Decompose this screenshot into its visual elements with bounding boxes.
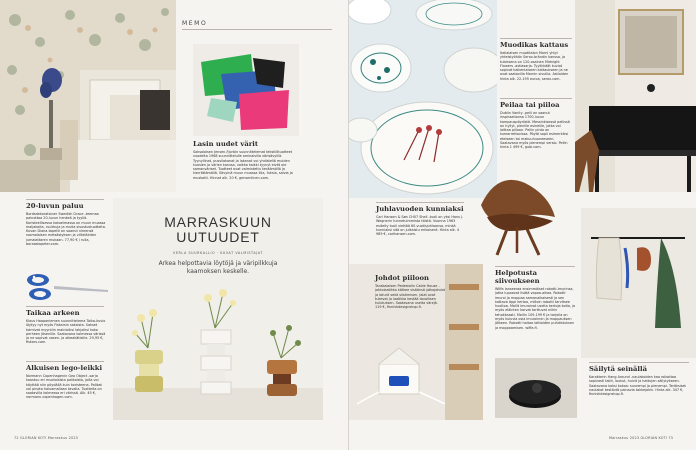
item-juhlavuoden xyxy=(376,205,464,236)
item-lasin xyxy=(193,140,299,180)
item-title: 20-luvun paluu xyxy=(26,202,84,210)
item-taikaa xyxy=(26,309,106,345)
item-lego xyxy=(26,364,106,400)
item-body: Karakterin Hang Around -naulakoiden kaa roikottaa sopivasti takit, laukut, huivit ja hattujen säilytykseen. Saatavana kaksi kokoa: suurempi ja pienempi. Teräksiset naulakot kestävät painavia takkejakin. Hinta alk. 347 €, finnishdesignshop.fi. xyxy=(589,375,686,397)
item-body: Normann Copenhagenin Geo Object -sarja koostuu eri muotoisista palikoista, joita voi käyttää niin pöydällä kuin koristeena. Palikat voi pinota haluamallaan tavalla. Tuotteita on saatavilla kolmessa eri värissä. Alk. 45 €, normann-copenhagen.com. xyxy=(26,374,102,400)
column-rule xyxy=(500,38,572,39)
item-title: Peilaa tai piiloa xyxy=(500,101,560,109)
item-title: Taikaa arkeen xyxy=(26,309,80,317)
column-rule xyxy=(26,306,104,307)
item-body: Carl Hansen & Søn CH07 Shell -tuoli on yksi Hans J. Wegnerin tunnetuimmista töistä. Vuonna 1963 esitelty tuoli viettää 60-vuotisjuhlaansa, minkä kunniaksi sitä on julkaistu erikoiserä. Hinta alk. 4 989 €, carlhansen.com. xyxy=(376,215,464,237)
feature-byline: VERLA SUURKALLIO · KUVAT VALMISTAJAT xyxy=(173,251,263,255)
item-johdot xyxy=(375,274,445,310)
item-body: Saksalaisen Jensen-Fjorbin suunnittelemat tekstiilituotteet vuodelta 1968 suunnittelulle ominaisilla värisävyillä. Tyynyliinat, pussilakanat ja lakanat voi yhdistellä muiden kuosien ja värien kanssa, vaikka kaikki tyynyt eivät ole samanväriset. Tuotteet ovat valmistettu keräämällä ja kierrättämällä. Sävyinä muun muassa liila, fuksia, salvia ja muskotti. Hinnat alk. 20 €, gensenlinen.com. xyxy=(193,150,293,180)
item-muodikas xyxy=(500,41,572,81)
item-title: Johdot piiloon xyxy=(375,274,429,282)
folio-right: Marraskuu 2023 GLORIAN KOTI 73 xyxy=(609,436,674,440)
item-helpotusta xyxy=(495,269,577,330)
item-body: Klaus Haapaniemen suunnittelema Taika-kuvio löytyy nyt myös Fiskarsin saksista. Sakset toimivat myyntiin mainioiksi lahjoiksi koko perheen jäsenille. Saatavana kolmessa värissä ja ne sopivat vasen- ja oikeakätisille. 29,95 €, fiskars.com. xyxy=(26,319,106,345)
feature-lead: Arkea helpottavia löytöjä ja väripilkkuja kaamoksen keskelle. xyxy=(158,260,278,275)
item-body: Wiffa lanseeraa ensimmäiset robotti-imurinsa, jotka lupaavat lisätä vapaa-aikaa. Robotti imuroi ja moppaa samanaikaisesti ja sen kattava äppi kertoo, milloin robotti tarvitsee huoltoa. Mallit imuroivat useita kertoja kotia, ja myös eläinten karvat tarttuvat niihin tehokkaasti. Mallin 109-199 € ja tarjolla on myös kuluvia osia imuroinnin ja moppauksen jälkeen. Robotti hoitaa lattioiden puhdistuksen ja moppaamisen. wiffa.fi. xyxy=(495,287,576,330)
item-title: Alkuisen lego-leikki xyxy=(26,364,103,372)
column-rule xyxy=(376,202,464,203)
item-body: Italialaisen muotitalon Marni yhtyi yhteistyöhön Serax-brändin kanssa, ja tuloksena on 120-osainen Midnight Flowers -astiasarja. Tyylikkäät kuviot sopivat kaikenlaiseen kattaukseen ja ne ovat saatavilla Marnin sivuilla. Astioiden hinta alk. 22-195 euroa, serax.com. xyxy=(500,51,569,81)
item-title: Muodikas kattaus xyxy=(500,41,569,49)
section-header: MEMO xyxy=(182,20,208,27)
item-body: Dublin Vanity -peili on saanut inspiraationsa 1700-luvun kampauspöydistä. Messinkisessä peilissä on hyllyt, pienille esineille, jotka voi laittaa piiloon. Peilin pinta on kumarrettavissa. Pöytä sopii esimerkiksi eteiseen tai makuuhuoneeseen. Saatavana myös pienempi versio. Peilin hinta 1 499 €, gubi.com. xyxy=(500,111,570,150)
textiles-photo xyxy=(193,44,299,136)
folio-left: 72 GLORIAN KOTI Marraskuu 2023 xyxy=(14,436,79,440)
item-title: Lasin uudet värit xyxy=(193,140,259,148)
feature-block xyxy=(113,198,323,420)
item-title: Helpotusta siivoukseen xyxy=(495,269,540,285)
shell-chair-photo xyxy=(467,165,567,257)
scissors-photo xyxy=(24,272,110,302)
robot-vacuum-photo xyxy=(495,358,577,418)
column-rule xyxy=(495,266,575,267)
header-rule xyxy=(182,29,332,30)
vanity-mirror-photo xyxy=(575,0,696,192)
right-page xyxy=(348,0,696,450)
column-rule xyxy=(26,361,104,362)
column-rule xyxy=(589,362,689,363)
column-rule xyxy=(26,199,104,200)
column-rule xyxy=(500,98,572,99)
item-sailyta xyxy=(589,365,689,396)
item-body: Bordsdekorationer Swedish Grace -teemaa painottaa 20-luvun henkeä ja tyyliä. Koristeellisessa kokoelmassa on muun muassa maljakoita, ruukkuja ja muita sisustustuotteita. Kuvan Diana-tapetti on saanut nimensä roomalaisen metsästyksen ja villieläinten jumalattaren mukaan. 77,90 € / rulla, boraastapeter.com. xyxy=(26,212,106,247)
item-body: Tanskalaisen Pedestalin Cable House -johtolaatikko kätkee sisäänsä jatkojohdot ja laturit sekä siistimisen. Jalat ovat tukevat ja laatikko kestää tavallisen kulutuksen. Saatavana useita värejä. 119 €, finnishdesignshop.fi. xyxy=(375,284,445,310)
item-title: Säilytä seinällä xyxy=(589,365,647,373)
item-title: Juhlavuoden kunniaksi xyxy=(376,205,464,213)
bedroom-wallpaper-photo xyxy=(0,0,176,192)
item-20-luvun xyxy=(26,202,106,246)
wall-hanger-photo xyxy=(581,208,696,358)
feature-title: MARRASKUUN UUTUUDET xyxy=(164,214,272,245)
geo-object-vases-photo xyxy=(113,288,323,420)
item-peilaa xyxy=(500,101,572,150)
